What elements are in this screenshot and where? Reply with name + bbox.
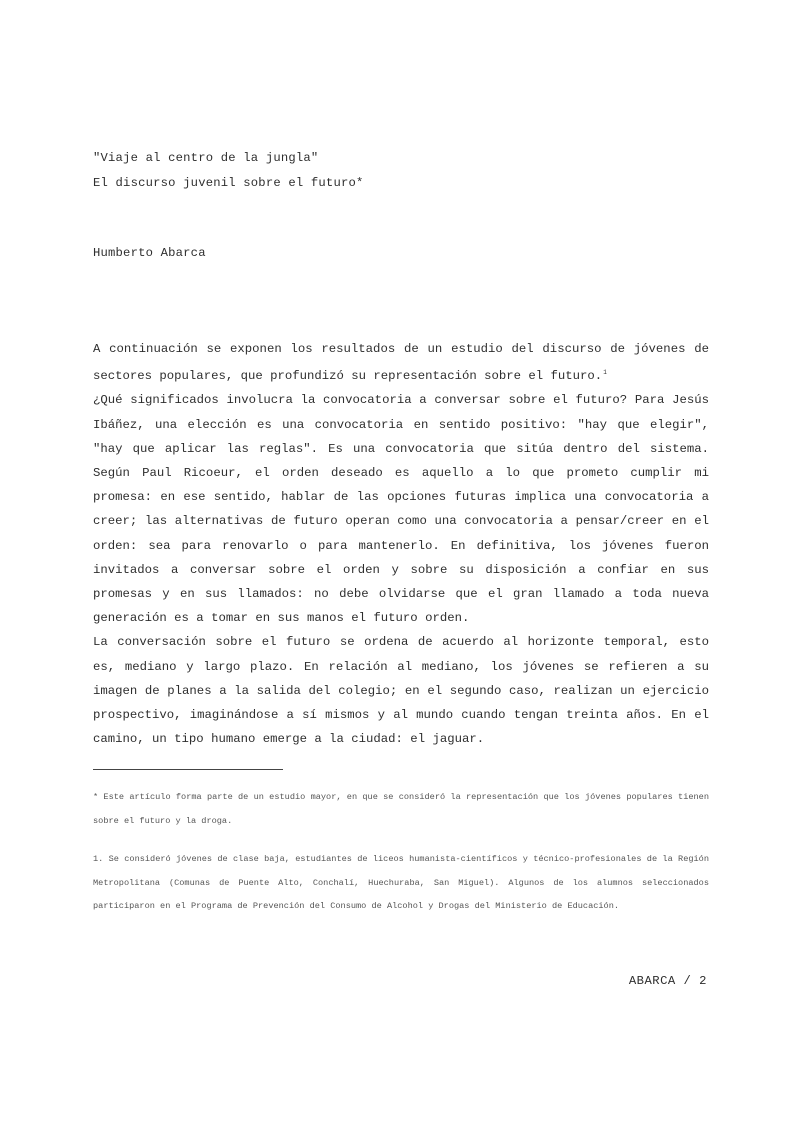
- document-title: "Viaje al centro de la jungla": [93, 151, 319, 165]
- author-name: Humberto Abarca: [93, 246, 206, 260]
- footnote-1: [93, 848, 709, 919]
- footnote-text: * Este artículo forma parte de un estudio mayor, en que se consideró la representación que los jóvenes populares tienen sobre el futuro y la droga.: [93, 792, 709, 826]
- footnote-marker: 1: [603, 369, 607, 377]
- footnote-divider: [93, 769, 283, 770]
- paragraph: ¿Qué significados involucra la convocatoria a conversar sobre el futuro? Para Jesús Ibáñez, una elección es una convocatoria en sentido positivo: "hay que elegir", "hay que aplicar las reglas". Es una convocatoria que sitúa dentro del sistema. Según Paul Ricoeur, el orden deseado es aquello a lo que prometo cumplir mi promesa: en ese sentido, hablar de las opciones futuras implica una convocatoria a creer; las alternativas de futuro operan como una convocatoria a pensar/creer en el orden: sea para renovarlo o para mantenerlo. En definitiva, los jóvenes fueron invitados a conversar sobre el orden y sobre su disposición a confiar en sus promesas y en sus llamados: no debe olvidarse que el gran llamado a toda nueva generación es a tomar en sus manos el futuro orden.: [93, 393, 709, 626]
- page-number: ABARCA / 2: [628, 974, 707, 988]
- paragraph-text: A continuación se exponen los resultados de un estudio del discurso de jóvenes de sectores populares, que profundizó su representación sobre el futuro.: [93, 342, 709, 384]
- body-text: [93, 337, 709, 751]
- paragraph: La conversación sobre el futuro se ordena de acuerdo al horizonte temporal, esto es, mediano y largo plazo. En relación al mediano, los jóvenes se refieren a su imagen de planes a la salida del colegio; en el segundo caso, realizan un ejercicio prospectivo, imaginándose a sí mismos y al mundo cuando tengan treinta años. En el camino, un tipo humano emerge a la ciudad: el jaguar.: [93, 635, 709, 747]
- footnote-star: [93, 786, 709, 833]
- document-subtitle: El discurso juvenil sobre el futuro*: [93, 176, 364, 190]
- footnote-text: 1. Se consideró jóvenes de clase baja, estudiantes de liceos humanista-científicos y técnico-profesionales de la Región Metropolitana (Comunas de Puente Alto, Conchalí, Huechuraba, San Miguel). Algunos de los alumnos seleccionados participaron en el Programa de Prevención del Consumo de Alcohol y Drogas del Ministerio de Educación.: [93, 854, 709, 911]
- paragraph: [93, 337, 709, 388]
